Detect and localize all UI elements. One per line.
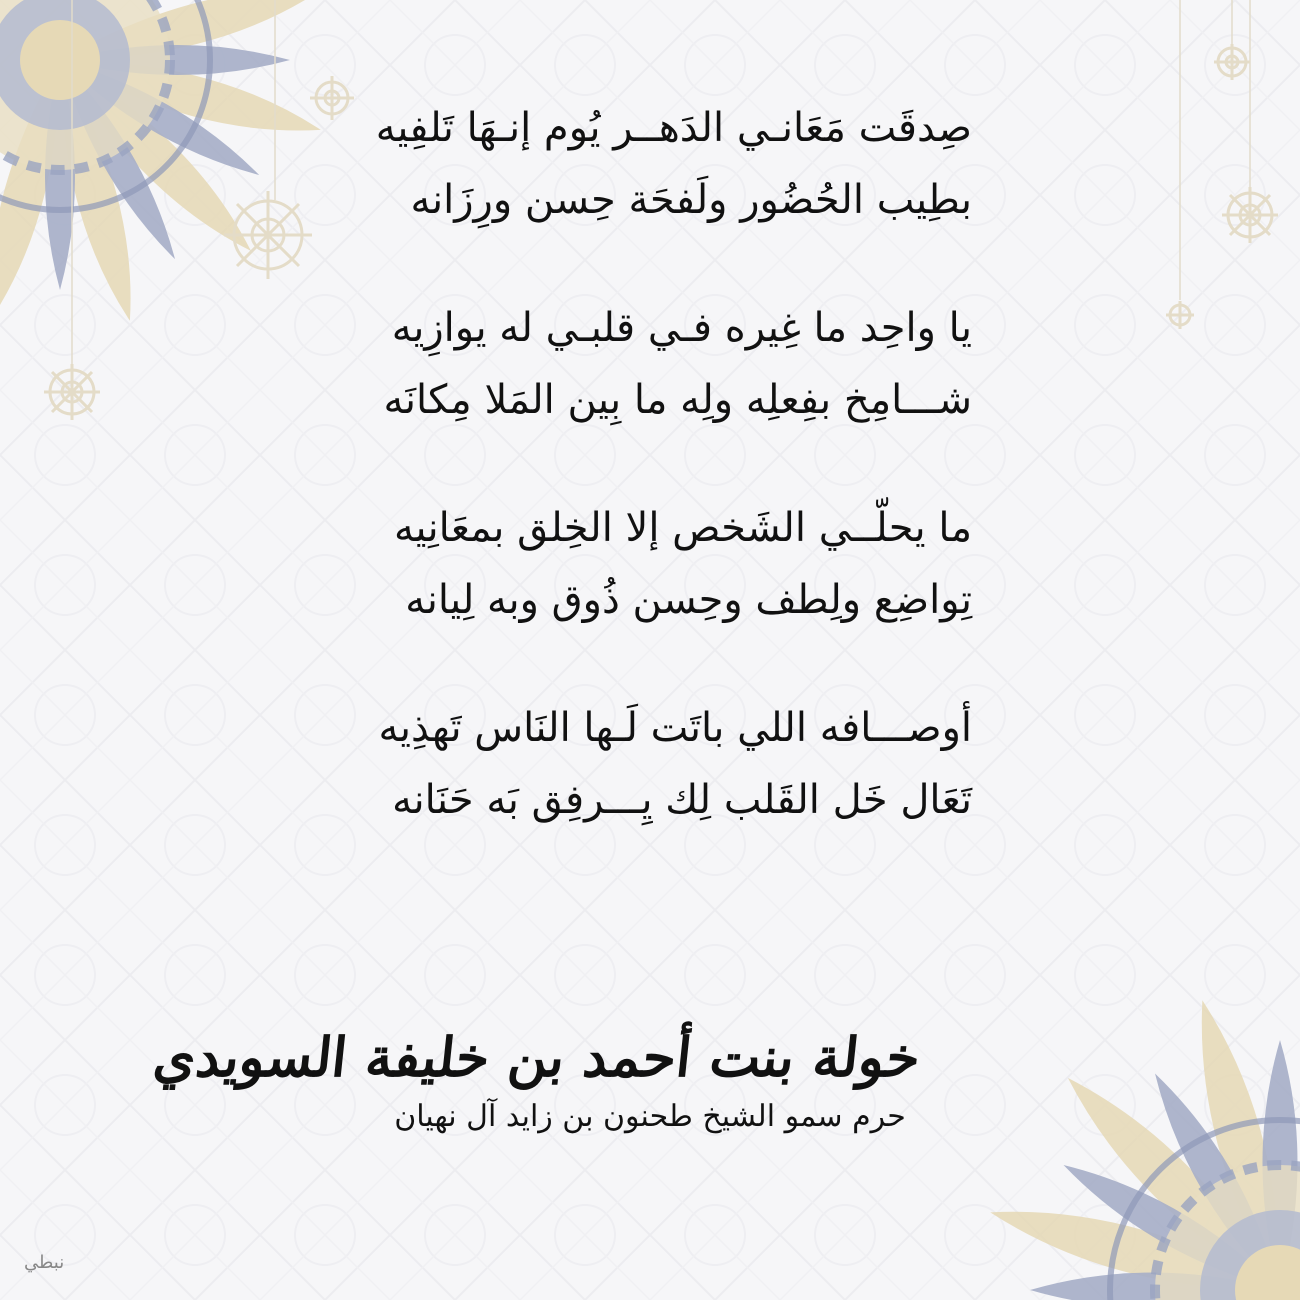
corner-mandala-bottom-right	[980, 1000, 1300, 1300]
verse-line: بطِيب الحُضُور ولَفحَة حِسن ورِزَانه	[410, 177, 972, 223]
stanza	[300, 92, 972, 236]
author-subtitle: حرم سمو الشيخ طحنون بن زايد آل نهيان	[394, 1099, 906, 1134]
verse-line: أوصـــافه اللي باتَت لَـها النَاس تَهذِيه	[378, 705, 972, 751]
stanza	[300, 292, 972, 436]
stanza	[300, 692, 972, 836]
category-tag: نبطي	[24, 1252, 65, 1273]
author-name-calligraphy: خولة بنت أحمد بن خليفة السويدي	[150, 1025, 924, 1089]
verse-line: تَعَال خَل القَلب لِك يِـــرفِق بَه حَنَانه	[392, 777, 972, 823]
verse-line: صِدقَت مَعَانـي الدَهــر يُوم إنـهَا تَلفِيه	[375, 105, 972, 151]
poem	[300, 92, 972, 892]
verse-line: ما يحلّــي الشَخص إلا الخِلق بمعَانِيه	[393, 505, 972, 551]
stanza	[300, 492, 972, 636]
author-signature	[150, 1020, 924, 1140]
verse-line: يا واحِد ما غِيره فـي قلبـي له يوازِيه	[391, 305, 972, 351]
verse-line: تِواضِع ولِطف وحِسن ذُوق وبه لِيانه	[405, 577, 972, 623]
verse-line: شـــامِخ بفِعلِه ولِه ما بِين المَلا مِكانَه	[383, 377, 972, 423]
